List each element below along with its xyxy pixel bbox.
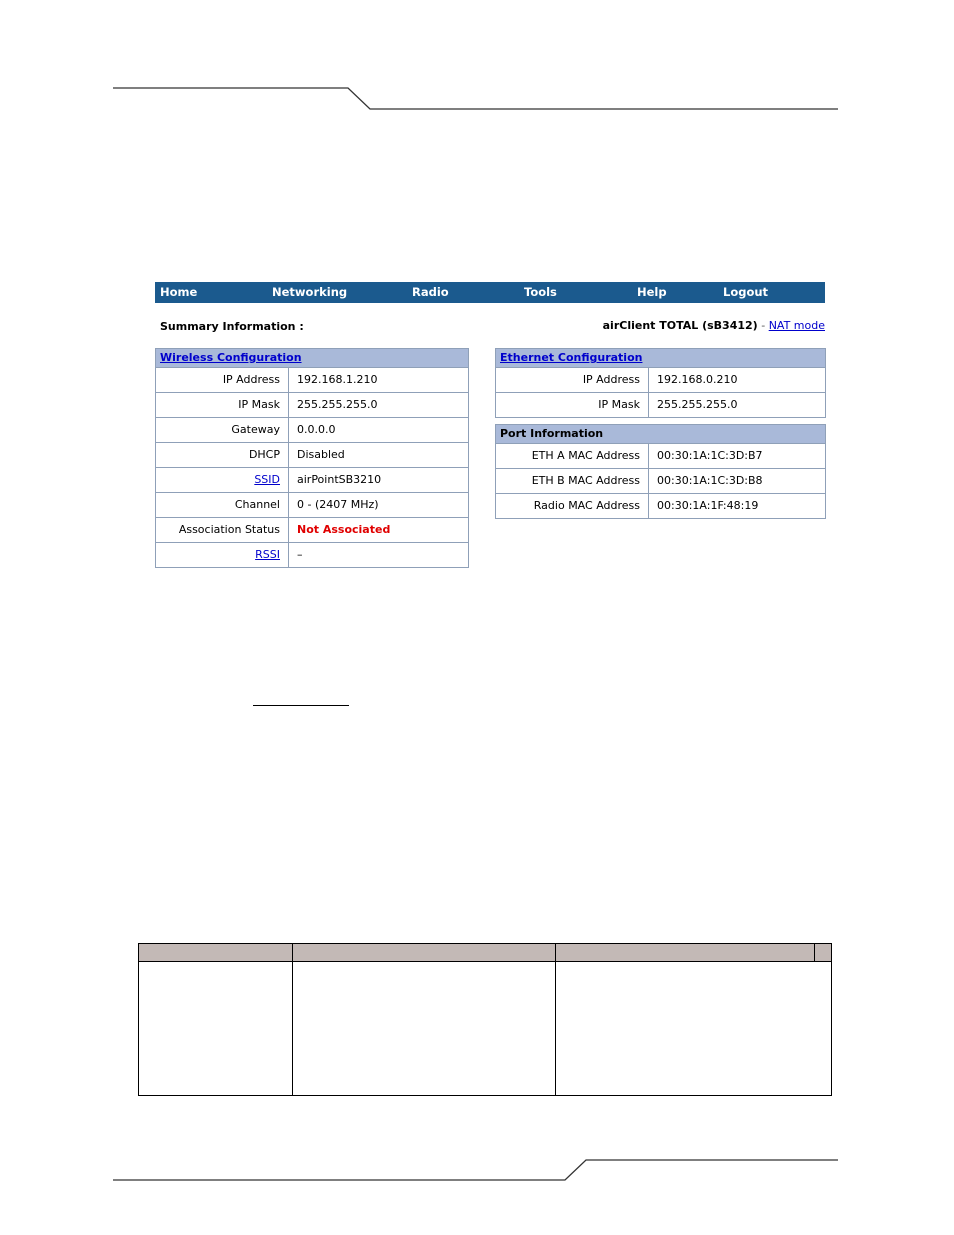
table-row — [496, 469, 825, 494]
row-label: IP Address — [496, 368, 649, 392]
nav-logout[interactable]: Logout — [723, 285, 769, 299]
row-label: IP Mask — [496, 393, 649, 417]
eth-b-mac-value: 00:30:1A:1C:3D:B8 — [657, 474, 763, 487]
underline-mark — [253, 705, 349, 706]
ip-address-value: 192.168.1.210 — [297, 373, 378, 386]
summary-title: Summary Information : — [160, 320, 304, 333]
nat-mode-link[interactable]: NAT mode — [768, 319, 825, 332]
column-divider — [292, 944, 293, 1095]
ethernet-config-link[interactable]: Ethernet Configuration — [500, 351, 643, 364]
nav-radio[interactable]: Radio — [412, 285, 449, 299]
table-row — [496, 368, 825, 393]
ssid-value: airPointSB3210 — [297, 473, 382, 486]
table-row — [156, 393, 468, 418]
device-info — [603, 319, 825, 332]
device-separator: - — [761, 319, 766, 332]
eth-a-mac-value: 00:30:1A:1C:3D:B7 — [657, 449, 763, 462]
ssid-link[interactable]: SSID — [254, 473, 280, 486]
table-row — [156, 468, 468, 493]
table-row — [496, 494, 825, 518]
row-label: IP Address — [156, 368, 289, 392]
table-row — [156, 418, 468, 443]
row-label — [156, 543, 289, 567]
top-nav-bar — [155, 282, 825, 303]
dhcp-value: Disabled — [297, 448, 345, 461]
column-divider — [555, 944, 556, 1095]
channel-value: 0 - (2407 MHz) — [297, 498, 379, 511]
row-label: Gateway — [156, 418, 289, 442]
device-name: airClient TOTAL (sB3412) — [602, 319, 758, 332]
eth-ip-address-value: 192.168.0.210 — [657, 373, 738, 386]
eth-ip-mask-value: 255.255.255.0 — [657, 398, 738, 411]
port-info-header: Port Information — [496, 425, 825, 444]
ethernet-config-panel — [495, 348, 826, 418]
table-row — [156, 543, 468, 567]
nav-help[interactable]: Help — [637, 285, 667, 299]
wireless-config-panel — [155, 348, 469, 568]
bottom-table-header — [139, 944, 831, 962]
wireless-config-link[interactable]: Wireless Configuration — [160, 351, 302, 364]
nav-home[interactable]: Home — [160, 285, 198, 299]
row-label: IP Mask — [156, 393, 289, 417]
association-status-value: Not Associated — [297, 523, 391, 536]
ip-mask-value: 255.255.255.0 — [297, 398, 378, 411]
table-row — [156, 518, 468, 543]
table-row — [156, 443, 468, 468]
table-row — [496, 393, 825, 417]
column-divider — [814, 944, 815, 961]
bottom-table — [138, 943, 832, 1096]
row-label: Radio MAC Address — [496, 494, 649, 518]
rssi-link[interactable]: RSSI — [255, 548, 280, 561]
row-label: ETH A MAC Address — [496, 444, 649, 468]
radio-mac-value: 00:30:1A:1F:48:19 — [657, 499, 759, 512]
row-label: Channel — [156, 493, 289, 517]
port-info-panel — [495, 424, 826, 519]
nav-tools[interactable]: Tools — [524, 285, 557, 299]
gateway-value: 0.0.0.0 — [297, 423, 336, 436]
row-label: Association Status — [156, 518, 289, 542]
table-row — [156, 368, 468, 393]
wireless-config-header — [156, 349, 468, 368]
row-label — [156, 468, 289, 492]
nav-networking[interactable]: Networking — [272, 285, 348, 299]
row-label: DHCP — [156, 443, 289, 467]
table-row — [496, 444, 825, 469]
row-label: ETH B MAC Address — [496, 469, 649, 493]
rssi-value: – — [297, 548, 303, 561]
ethernet-config-header — [496, 349, 825, 368]
table-row — [156, 493, 468, 518]
